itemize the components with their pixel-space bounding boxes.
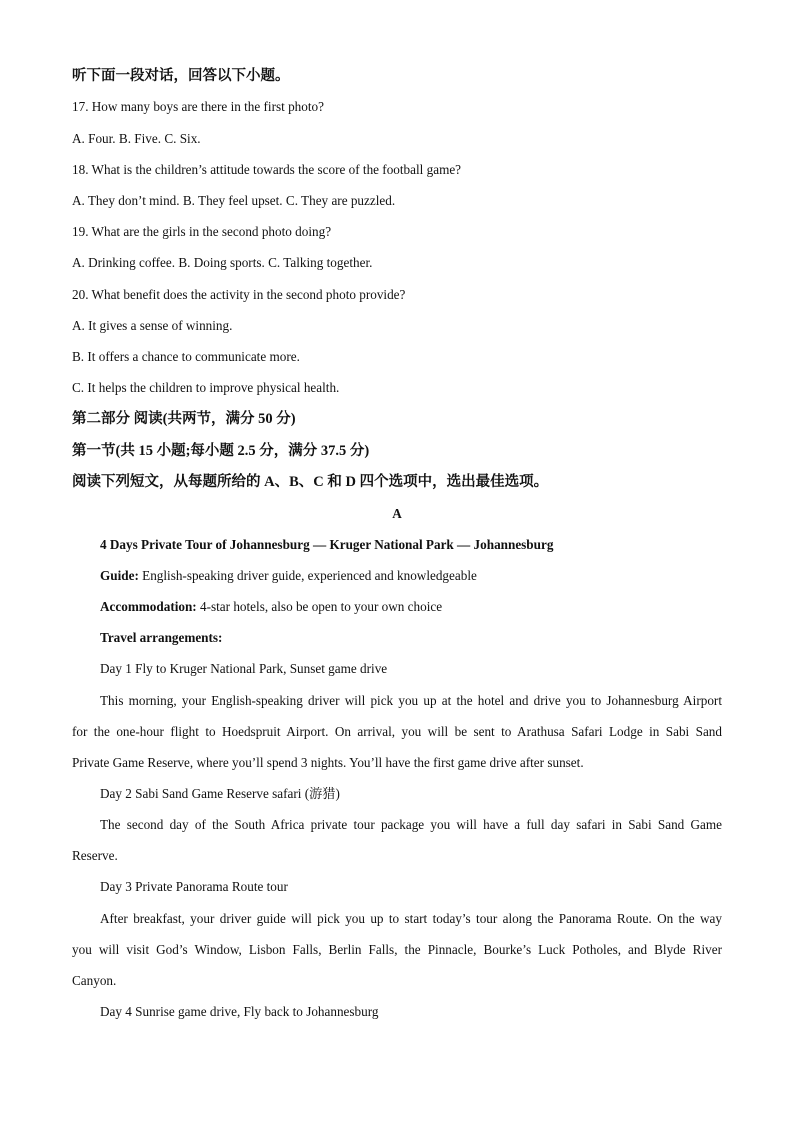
question-20-option-a: A. It gives a sense of winning. bbox=[72, 318, 233, 333]
day-2-line-1: The second day of the South Africa private tour package you will have a full day safari in Sabi Sand Game bbox=[100, 817, 722, 832]
reading-part-heading: 第二部分 阅读(共两节，满分 50 分) bbox=[72, 411, 296, 427]
passage-title: 4 Days Private Tour of Johannesburg — Kruger National Park — Johannesburg bbox=[100, 537, 554, 552]
question-18-options: A. They don’t mind. B. They feel upset. C. They are puzzled. bbox=[72, 193, 396, 208]
guide-text: English-speaking driver guide, experienced and knowledgeable bbox=[138, 568, 477, 583]
question-20-option-c: C. It helps the children to improve physical health. bbox=[72, 380, 340, 395]
day-2-line-2: Reserve. bbox=[72, 848, 118, 863]
day-1-title: Day 1 Fly to Kruger National Park, Sunset game drive bbox=[100, 661, 388, 676]
guide-line bbox=[100, 567, 722, 585]
passage-letter: A bbox=[392, 506, 402, 521]
day-4-title: Day 4 Sunrise game drive, Fly back to Johannesburg bbox=[100, 1004, 379, 1019]
question-17-options: A. Four. B. Five. C. Six. bbox=[72, 131, 201, 146]
reading-instruction: 阅读下列短文，从每题所给的 A、B、C 和 D 四个选项中，选出最佳选项。 bbox=[72, 474, 549, 490]
question-17-stem: 17. How many boys are there in the first photo? bbox=[72, 99, 324, 114]
question-19-options: A. Drinking coffee. B. Doing sports. C. Talking together. bbox=[72, 255, 373, 270]
day-3-title: Day 3 Private Panorama Route tour bbox=[100, 879, 288, 894]
reading-section-heading: 第一节(共 15 小题;每小题 2.5 分，满分 37.5 分) bbox=[72, 443, 370, 459]
question-18-stem: 18. What is the children’s attitude towards the score of the football game? bbox=[72, 162, 462, 177]
day-1-line-1: This morning, your English-speaking driver will pick you up at the hotel and drive you to Johannesburg Airport bbox=[100, 693, 722, 708]
guide-label: Guide: bbox=[100, 568, 139, 583]
question-20-option-b: B. It offers a chance to communicate more. bbox=[72, 349, 300, 364]
day-3-line-3: Canyon. bbox=[72, 973, 117, 988]
travel-arrangements-label: Travel arrangements: bbox=[100, 630, 223, 645]
question-20-stem: 20. What benefit does the activity in the second photo provide? bbox=[72, 287, 406, 302]
day-1-line-3: Private Game Reserve, where you’ll spend 3 nights. You’ll have the first game drive after sunset. bbox=[72, 755, 584, 770]
listening-instruction: 听下面一段对话，回答以下小题。 bbox=[72, 68, 290, 84]
question-19-stem: 19. What are the girls in the second photo doing? bbox=[72, 224, 332, 239]
day-1-line-2: for the one-hour flight to Hoedspruit Airport. On arrival, you will be sent to Arathusa Safari Lodge in Sabi Sand bbox=[72, 724, 722, 739]
accommodation-label: Accommodation: bbox=[100, 599, 197, 614]
accommodation-line bbox=[100, 598, 722, 616]
day-2-title: Day 2 Sabi Sand Game Reserve safari (游猎) bbox=[100, 786, 340, 801]
day-3-line-2: you will visit God’s Window, Lisbon Falls, Berlin Falls, the Pinnacle, Bourke’s Luck Potholes, and Blyde River bbox=[72, 942, 722, 957]
accommodation-text: 4-star hotels, also be open to your own choice bbox=[196, 599, 443, 614]
day-3-line-1: After breakfast, your driver guide will pick you up to start today’s tour along the Panorama Route. On the way bbox=[100, 911, 722, 926]
